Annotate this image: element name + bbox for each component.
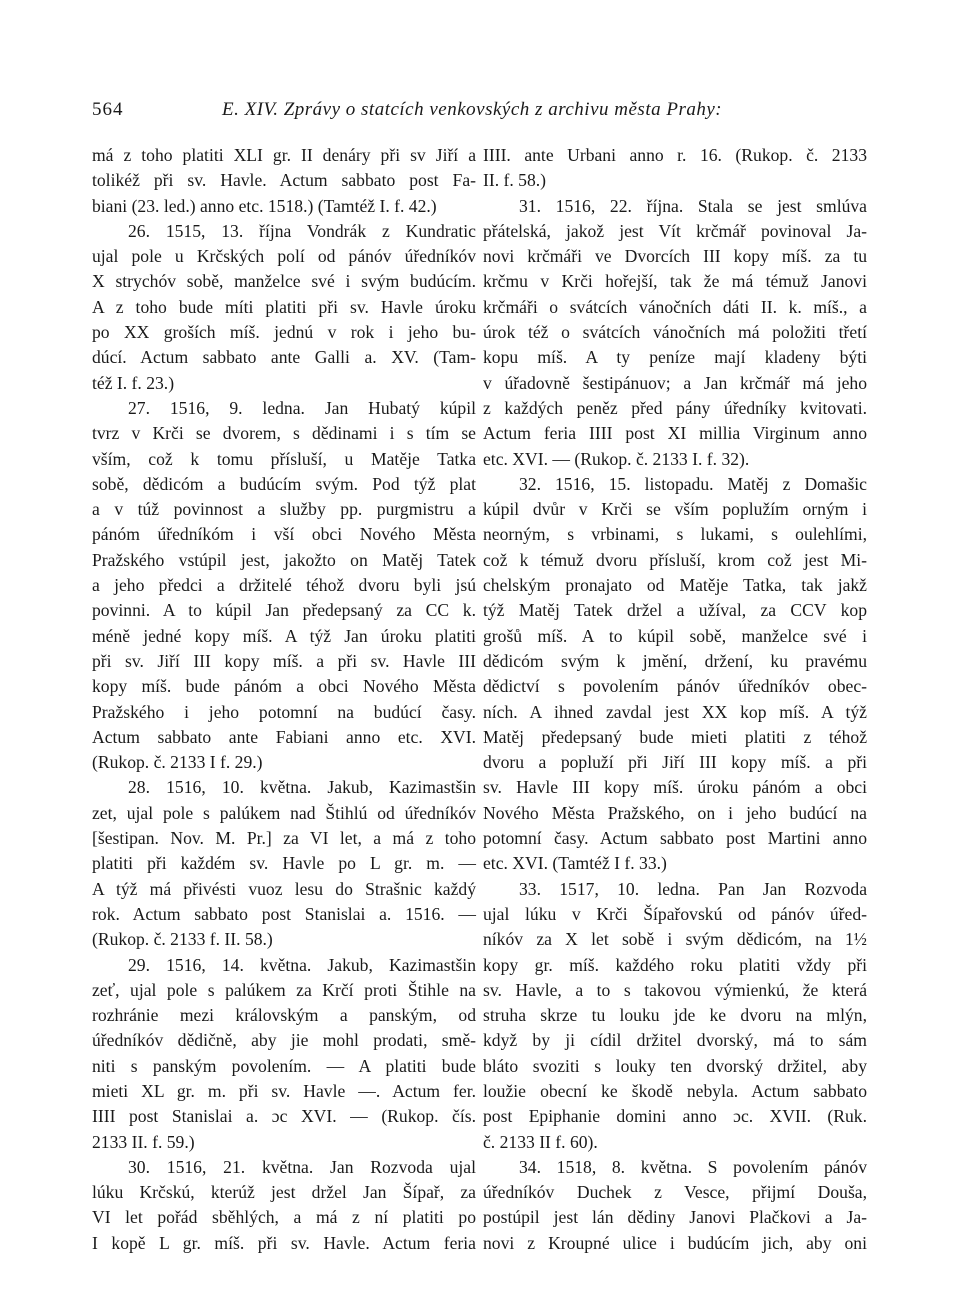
- text-line: úředníkóv dědičně, aby jie mohl prodati, smě-: [92, 1030, 476, 1051]
- text-line: kopy gr. míš. každého roku platiti vždy při: [483, 954, 867, 975]
- text-line: lúku Krčskú, kterúž jest držel Jan Šípař, za: [92, 1182, 476, 1203]
- text-line: A z toho bude míti platiti při sv. Havle úroku: [92, 296, 476, 317]
- text-line: sv. Havle, a to s takovou výmienkú, že která: [483, 979, 867, 1000]
- text-line: a v túž povinnost a služby pp. purgmistru a: [92, 499, 476, 520]
- text-line: potomní časy. Actum sabbato post Martini anno: [483, 828, 867, 849]
- text-line: novi krčmáři ve Dvorcích III kopy míš. za tu: [483, 246, 867, 267]
- text-line: dědicóm svým k jmění, držení, ku pravému: [483, 650, 867, 671]
- running-header: [92, 99, 872, 129]
- text-line: biani (23. led.) anno etc. 1518.) (Tamtéž I. f. 42.): [92, 195, 437, 216]
- text-line: též I. f. 23.): [92, 372, 175, 393]
- text-line: post Epiphanie domini anno ɔc. XVII. (Ruk.: [483, 1106, 867, 1127]
- text-line: Nového Města Pražského, on i jeho budúcí na: [483, 802, 867, 823]
- text-line: 27. 1516, 9. ledna. Jan Hubatý kúpil: [128, 397, 476, 418]
- text-line: Matěj předepsaný bude mieti platiti z téhož: [483, 726, 867, 747]
- text-line: při sv. Jiří III kopy míš. a při sv. Havle III: [92, 650, 476, 671]
- text-line: přátelská, jakož jest Vít krčmář povinoval Ja-: [483, 220, 867, 241]
- text-line: 29. 1516, 14. května. Jakub, Kazimastšin: [128, 954, 476, 975]
- text-line: níkóv za X let sobě i svým dědicóm, na 1½: [483, 929, 867, 950]
- text-line: 31. 1516, 22. října. Stala se jest smlúva: [519, 195, 867, 216]
- text-line: ních. A ihned zavdal jest XX kop míš. A týž: [483, 701, 867, 722]
- text-line: postúpil jest lán dědiny Janovi Plačkovi a Ja-: [483, 1207, 867, 1228]
- text-line: 28. 1516, 10. května. Jakub, Kazimastšin: [128, 777, 476, 798]
- text-line: Actum feria IIII post XI millia Virginum anno: [483, 423, 867, 444]
- text-line: pánóm úředníkóm i vší obci Nového Města: [92, 524, 476, 545]
- right-column: [483, 143, 867, 1256]
- text-line: krčmáři o svátcích vánočních dáti II. k. míš., a: [483, 296, 867, 317]
- text-line: vším, což k tomu přísluší, u Matěje Tatka: [92, 448, 476, 469]
- text-line: zeť, ujal pole s palúkem za Krčí proti Štihle na: [92, 979, 476, 1000]
- text-line: niti s panským povolením. — A platiti bude: [92, 1055, 476, 1076]
- text-line: dúcí. Actum sabbato ante Galli a. XV. (Tam-: [92, 347, 476, 368]
- text-line: 33. 1517, 10. ledna. Pan Jan Rozvoda: [519, 878, 867, 899]
- text-line: dvoru a popluží při Jiří III kopy míš. a při: [483, 752, 867, 773]
- text-line: [šestipan. Nov. M. Pr.] za VI let, a má z toho: [92, 828, 476, 849]
- text-line: Pražského i jeho potomní na budúcí časy.: [92, 701, 476, 722]
- text-line: ujal lúku v Krči Šípařovskú od pánóv úřed-: [483, 903, 867, 924]
- text-line: ujal pole u Krčských polí od pánóv úředníkóv: [92, 246, 476, 267]
- text-line: dědictví s povolením pánóv úředníkóv obec-: [483, 676, 867, 697]
- text-line: Pražského vstúpil jest, jakožto on Matěj Tatek: [92, 549, 476, 570]
- text-line: Actum sabbato ante Fabiani anno etc. XVI.: [92, 726, 476, 747]
- text-line: týž Matěj Tatek držel a užíval, za CCV kop: [483, 600, 867, 621]
- page-number: 564: [92, 99, 124, 120]
- text-line: kopy míš. bude pánóm a obci Nového Města: [92, 676, 476, 697]
- text-line: (Rukop. č. 2133 f. II. 58.): [92, 929, 273, 950]
- text-line: IIII. ante Urbani anno r. 16. (Rukop. č. 2133: [483, 145, 867, 165]
- text-line: 26. 1515, 13. října Vondrák z Kundratic: [128, 220, 476, 241]
- text-line: povinni. A to kúpil Jan předepsaný za CC k.: [92, 600, 476, 621]
- text-line: má z toho platiti XLI gr. II denáry při sv Jiří a: [92, 145, 476, 165]
- text-line: 2133 II. f. 59.): [92, 1131, 195, 1152]
- text-line: sobě, dědicóm a budúcím svým. Pod týž plat: [92, 473, 476, 494]
- text-line: VI let pořád sběhlých, a má z ní platiti po: [92, 1207, 476, 1228]
- text-line: chelským pronajato od Matěje Tatka, tak jakž: [483, 575, 867, 596]
- text-line: IIII post Stanislai a. ɔc XVI. — (Rukop. čís.: [92, 1106, 476, 1127]
- text-line: struha skrze tu louku jde ke dvoru na mlýn,: [483, 1005, 867, 1026]
- text-line: 32. 1516, 15. listopadu. Matěj z Domašic: [519, 473, 867, 494]
- text-line: zet, ujal pole s palúkem nad Štihlú od úředníkóv: [92, 802, 476, 823]
- text-line: z každých peněz před pány úředníky kvitovati.: [483, 397, 867, 418]
- text-line: etc. XVI. — (Rukop. č. 2133 I. f. 32).: [483, 448, 750, 469]
- text-line: rozhránie mezi královským a panským, od: [92, 1005, 476, 1026]
- text-line: X strychóv sobě, manželce své i svým budúcím.: [92, 271, 476, 292]
- text-line: loužie obecní ke škodě nebyla. Actum sabbato: [483, 1080, 867, 1101]
- text-line: rok. Actum sabbato post Stanislai a. 1516. —: [92, 903, 476, 924]
- text-line: úrok též o svátcích vánočních má položiti třetí: [483, 322, 867, 343]
- text-line: neorným, s vrbinami, s lukami, s oulehlími,: [483, 524, 867, 545]
- text-line: tolikéž při sv. Havle. Actum sabbato post Fa-: [92, 170, 476, 191]
- text-line: 30. 1516, 21. května. Jan Rozvoda ujal: [128, 1156, 476, 1177]
- text-line: A týž má přivésti vuoz lesu do Strašnic každý: [92, 878, 476, 899]
- text-line: po XX groších míš. jednú v rok i jeho bu-: [92, 322, 476, 343]
- text-line: krčmu v Krči hořejší, tak že má témuž Janovi: [483, 271, 867, 292]
- text-line: I kopě L gr. míš. při sv. Havle. Actum feria: [92, 1232, 476, 1253]
- text-line: 34. 1518, 8. května. S povolením pánóv: [519, 1156, 867, 1177]
- text-line: což k témuž dvoru přísluší, krom což jest Mi-: [483, 549, 867, 570]
- text-line: sv. Havle III kopy míš. úroku pánóm a obci: [483, 777, 867, 798]
- text-line: etc. XVI. (Tamtéž I f. 33.): [483, 853, 667, 874]
- text-line: č. 2133 II f. 60).: [483, 1131, 598, 1152]
- text-line: když by ji cídil držitel dvorský, má to sám: [483, 1030, 867, 1051]
- text-line: kopu míš. A ty peníze mají kladeny býti: [483, 347, 867, 368]
- running-title: E. XIV. Zprávy o statcích venkovských z archivu města Prahy:: [222, 99, 723, 120]
- text-line: méně jedné kopy míš. A týž Jan úroku platiti: [92, 625, 476, 646]
- text-line: II. f. 58.): [483, 170, 547, 191]
- text-line: mieti XL gr. m. při sv. Havle —. Actum fer.: [92, 1080, 476, 1101]
- left-column: [92, 143, 476, 1256]
- text-line: bláto svoziti s louky ten dvorský držitel, aby: [483, 1055, 867, 1076]
- text-line: a jeho předci a držitelé téhož dvoru byli jsú: [92, 575, 476, 596]
- text-line: (Rukop. č. 2133 I f. 29.): [92, 752, 263, 773]
- text-line: platiti při každém sv. Havle po L gr. m. —: [92, 853, 476, 874]
- text-line: kúpil dvůr v Krči se vším poplužím orným i: [483, 499, 867, 520]
- text-line: grošů míš. A to kúpil sobě, manželce své i: [483, 625, 867, 646]
- text-line: úředníkóv Duchek z Vesce, přijmí Douša,: [483, 1182, 867, 1203]
- text-line: novi z Kroupné ulice i budúcím jich, aby oni: [483, 1232, 867, 1253]
- text-line: tvrz v Krči se dvorem, s dědinami i s tím se: [92, 423, 476, 444]
- text-line: v úřadovně šestipánuov; a Jan krčmář má jeho: [483, 372, 867, 393]
